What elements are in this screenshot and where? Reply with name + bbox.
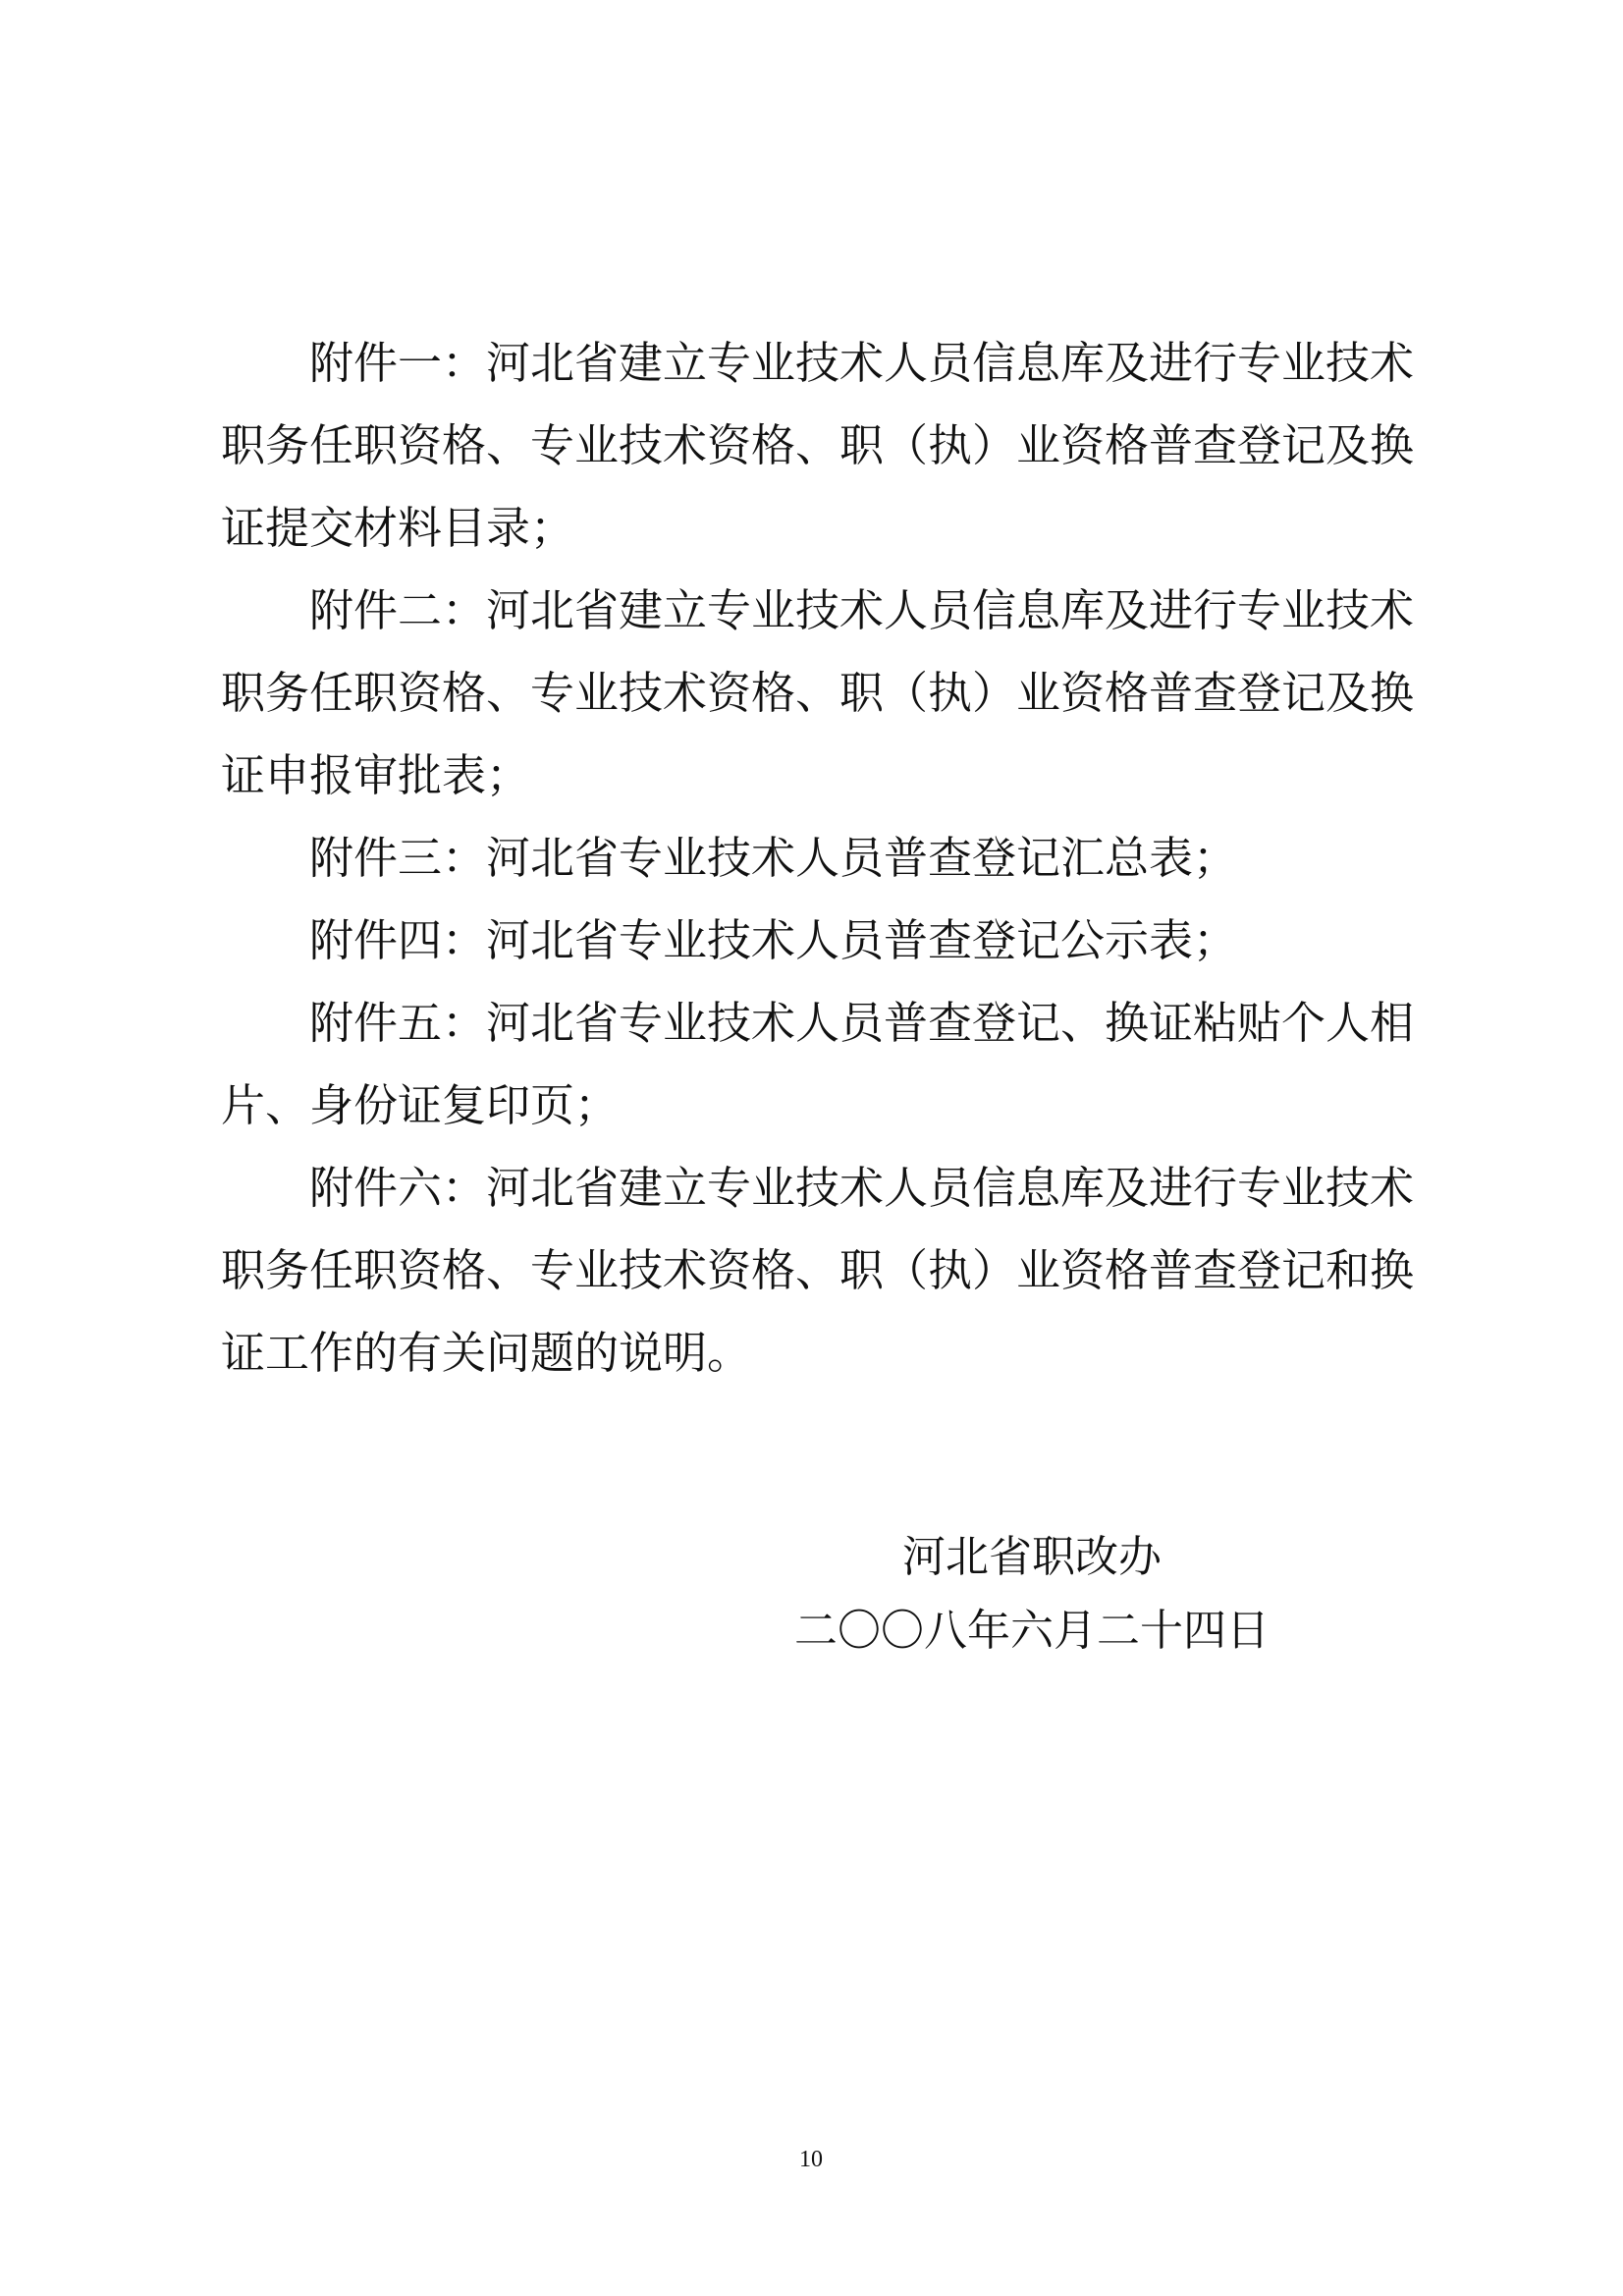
issue-date: 二〇〇八年六月二十四日 <box>794 1606 1270 1656</box>
attachment-text: 河北省建立专业技术人员信息库及进行专业技术职务任职资格、专业技术资格、职（执）业资格普查登记及换证提交材料目录； <box>221 337 1415 554</box>
attachment-item-1 <box>221 322 1428 570</box>
attachment-item-6 <box>221 1147 1428 1394</box>
attachment-label: 附件六： <box>309 1162 487 1214</box>
signature-block <box>737 1520 1326 1667</box>
attachment-label: 附件五： <box>309 997 487 1049</box>
attachment-item-5 <box>221 982 1428 1147</box>
attachment-list <box>221 322 1429 1394</box>
attachment-item-4 <box>221 900 1428 982</box>
attachment-item-2 <box>221 570 1428 817</box>
attachment-label: 附件三： <box>309 832 487 884</box>
attachment-label: 附件二： <box>309 584 487 636</box>
page-number: 10 <box>799 2147 823 2172</box>
attachment-text: 河北省专业技术人员普查登记、换证粘贴个人相片、身份证复印页； <box>221 997 1415 1131</box>
attachment-label: 附件四： <box>309 914 487 966</box>
attachment-text: 河北省专业技术人员普查登记公示表； <box>486 914 1238 966</box>
attachment-text: 河北省专业技术人员普查登记汇总表； <box>486 832 1238 884</box>
attachment-label: 附件一： <box>309 337 487 389</box>
attachment-text: 河北省建立专业技术人员信息库及进行专业技术职务任职资格、专业技术资格、职（执）业资格普查登记及换证申报审批表； <box>221 584 1415 801</box>
issuer-name: 河北省职改办 <box>902 1532 1162 1582</box>
attachment-text: 河北省建立专业技术人员信息库及进行专业技术职务任职资格、专业技术资格、职（执）业资格普查登记和换证工作的有关问题的说明。 <box>221 1162 1415 1379</box>
attachment-item-3 <box>221 817 1428 900</box>
